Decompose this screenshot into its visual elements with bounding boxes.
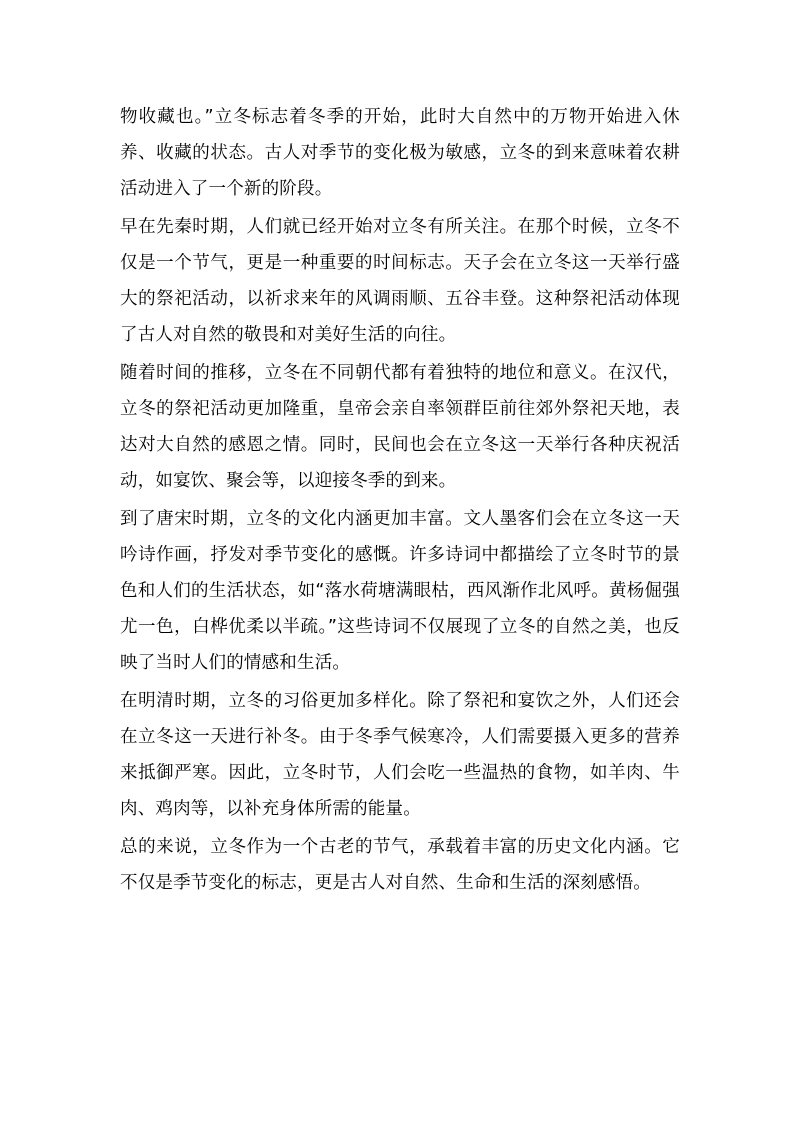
paragraph-ming-qing: 在明清时期，立冬的习俗更加多样化。除了祭祀和宴饮之外，人们还会在立冬这一天进行补冬。由于冬季气候寒冷，人们需要摄入更多的营养来抵御严寒。因此，立冬时节，人们会吃一些温热的食物，如羊肉、牛肉、鸡肉等，以补充身体所需的能量。 <box>120 691 680 819</box>
paragraph-tang-song: 到了唐宋时期，立冬的文化内涵更加丰富。文人墨客们会在立冬这一天吟诗作画，抒发对季节变化的感慨。许多诗词中都描绘了立冬时节的景色和人们的生活状态，如“落水荷塘满眼枯，西风渐作北风呼。黄杨倔强尤一色，白桦优柔以半疏。”这些诗词不仅展现了立冬的自然之美，也反映了当时人们的情感和生活。 <box>120 509 680 673</box>
document-body <box>120 99 680 901</box>
paragraph-pre-qin: 早在先秦时期，人们就已经开始对立冬有所关注。在那个时候，立冬不仅是一个节气，更是一种重要的时间标志。天子会在立冬这一天举行盛大的祭祀活动，以祈求来年的风调雨顺、五谷丰登。这种祭祀活动体现了古人对自然的敬畏和对美好生活的向往。 <box>120 217 680 345</box>
paragraph-han-dynasty: 随着时间的推移，立冬在不同朝代都有着独特的地位和意义。在汉代，立冬的祭祀活动更加隆重，皇帝会亲自率领群臣前往郊外祭祀天地，表达对大自然的感恩之情。同时，民间也会在立冬这一天举行各种庆祝活动，如宴饮、聚会等，以迎接冬季的到来。 <box>120 363 680 491</box>
paragraph-summary: 总的来说，立冬作为一个古老的节气，承载着丰富的历史文化内涵。它不仅是季节变化的标志，更是古人对自然、生命和生活的深刻感悟。 <box>120 837 680 893</box>
paragraph-intro-continued: 物收藏也。”立冬标志着冬季的开始，此时大自然中的万物开始进入休养、收藏的状态。古人对季节的变化极为敏感，立冬的到来意味着农耕活动进入了一个新的阶段。 <box>120 107 680 199</box>
